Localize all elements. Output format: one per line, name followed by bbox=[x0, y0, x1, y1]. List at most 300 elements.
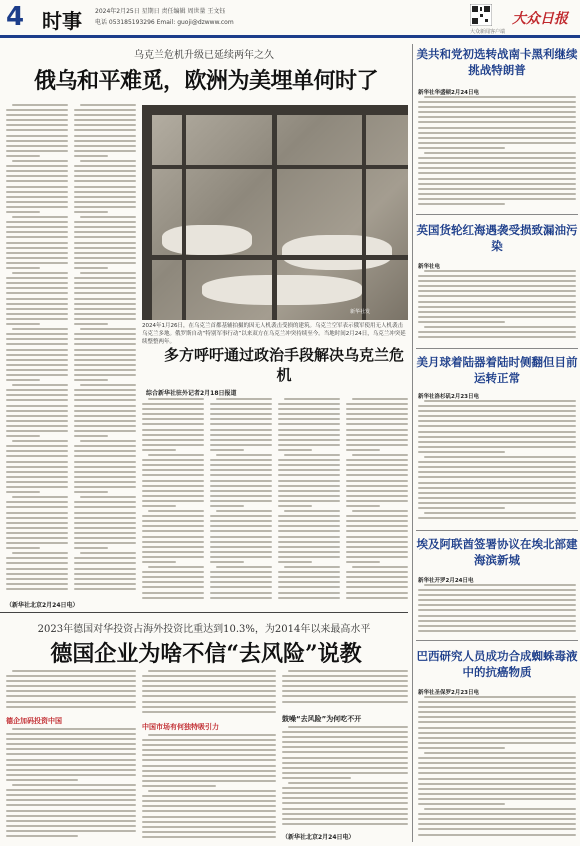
body-text-line bbox=[6, 252, 68, 254]
body-text-line bbox=[288, 726, 408, 728]
body-text-line bbox=[418, 721, 576, 723]
body-text-line bbox=[210, 571, 272, 573]
body-text-line bbox=[418, 137, 576, 139]
photo-caption: 2024年1月26日，在乌克兰首都基辅拍摄的因无人机袭击受损的建筑。乌克兰空军表示俄军使用无人机袭击乌克兰多地。俄罗斯自动“特别军事行动”以来双方在乌克兰冲突持续至今。当地时间2月24日，乌克兰冲突延续整整两年。 bbox=[142, 323, 406, 345]
body-text-line bbox=[6, 779, 78, 781]
body-text-line bbox=[210, 434, 272, 436]
body-text-line bbox=[142, 592, 204, 594]
body-text-line bbox=[418, 803, 505, 805]
body-text-line bbox=[210, 418, 272, 420]
body-text-line bbox=[142, 810, 276, 812]
page-number: 4 bbox=[6, 2, 25, 32]
body-text-line bbox=[6, 277, 68, 279]
body-text-line bbox=[6, 389, 68, 391]
body-text-line bbox=[6, 804, 136, 806]
body-text-line bbox=[282, 823, 408, 825]
sidebar-body-4 bbox=[418, 584, 576, 638]
body-text-line bbox=[142, 785, 216, 787]
body-text-line bbox=[346, 536, 408, 538]
main-body-col5 bbox=[278, 398, 340, 606]
body-text-line bbox=[278, 556, 340, 558]
body-text-line bbox=[216, 566, 272, 568]
body-text-line bbox=[74, 394, 136, 396]
body-text-line bbox=[418, 517, 576, 519]
second-subhead-a: 德企加码投资中国 bbox=[6, 717, 62, 725]
body-text-line bbox=[6, 789, 136, 791]
main-body-col6 bbox=[346, 398, 408, 606]
body-text-line bbox=[282, 675, 408, 677]
body-text-line bbox=[418, 793, 576, 795]
body-text-line bbox=[74, 471, 136, 473]
body-text-line bbox=[6, 435, 40, 437]
sidebar-headline-2: 英国货轮红海遇袭受损致漏油污染 bbox=[416, 223, 578, 253]
sidebar-byline-4: 新华社开罗2月24日电 bbox=[418, 578, 474, 584]
body-text-line bbox=[346, 474, 408, 476]
body-text-line bbox=[74, 298, 136, 300]
body-text-line bbox=[74, 150, 136, 152]
body-text-line bbox=[12, 272, 68, 274]
sidebar-body-1 bbox=[418, 96, 576, 212]
body-text-line bbox=[142, 680, 276, 682]
body-text-line bbox=[74, 318, 136, 320]
body-text-line bbox=[6, 343, 68, 345]
main-body-col3 bbox=[142, 398, 204, 606]
body-text-line bbox=[346, 530, 408, 532]
body-text-line bbox=[74, 226, 136, 228]
body-text-line bbox=[6, 323, 40, 325]
page-header bbox=[0, 0, 580, 38]
second-kicker: 2023年德国对华投资占海外投资比重达到10.3%，为2014年以来最高水平 bbox=[37, 624, 371, 635]
body-text-line bbox=[418, 747, 505, 749]
body-text-line bbox=[6, 743, 136, 745]
body-text-line bbox=[288, 670, 408, 672]
body-text-line bbox=[74, 466, 136, 468]
body-text-line bbox=[74, 573, 136, 575]
body-text-line bbox=[142, 571, 204, 573]
body-text-line bbox=[6, 764, 136, 766]
body-text-line bbox=[418, 620, 576, 622]
main-body-col1 bbox=[6, 104, 68, 596]
body-text-line bbox=[142, 505, 176, 507]
body-text-line bbox=[74, 420, 136, 422]
body-text-line bbox=[418, 476, 576, 478]
story-divider bbox=[0, 612, 408, 613]
body-text-line bbox=[210, 413, 272, 415]
body-text-line bbox=[6, 759, 136, 761]
body-text-line bbox=[74, 568, 136, 570]
body-text-line bbox=[80, 440, 136, 442]
body-text-line bbox=[142, 429, 204, 431]
body-text-line bbox=[74, 547, 108, 549]
body-text-line bbox=[6, 303, 68, 305]
body-text-line bbox=[6, 292, 68, 294]
body-text-line bbox=[142, 485, 204, 487]
body-text-line bbox=[282, 695, 408, 697]
body-text-line bbox=[6, 257, 68, 259]
body-text-line bbox=[142, 536, 204, 538]
body-text-line bbox=[278, 520, 340, 522]
body-text-line bbox=[278, 541, 340, 543]
body-text-line bbox=[142, 701, 276, 703]
body-text-line bbox=[6, 695, 136, 697]
body-text-line bbox=[346, 495, 408, 497]
body-text-line bbox=[142, 795, 276, 797]
body-text-line bbox=[74, 578, 136, 580]
body-text-line bbox=[418, 492, 576, 494]
body-text-line bbox=[278, 561, 312, 563]
body-text-line bbox=[142, 525, 204, 527]
body-text-line bbox=[6, 236, 68, 238]
body-text-line bbox=[6, 425, 68, 427]
body-text-line bbox=[6, 206, 68, 208]
body-text-line bbox=[210, 581, 272, 583]
body-text-line bbox=[346, 464, 408, 466]
body-text-line bbox=[278, 490, 340, 492]
body-text-line bbox=[346, 403, 408, 405]
body-text-line bbox=[418, 783, 576, 785]
body-text-line bbox=[418, 813, 576, 815]
body-text-line bbox=[6, 486, 68, 488]
body-text-line bbox=[6, 461, 68, 463]
body-text-line bbox=[6, 573, 68, 575]
body-text-line bbox=[282, 777, 351, 779]
body-text-line bbox=[278, 495, 340, 497]
main-headline: 俄乌和平难觅，欧洲为美埋单何时了 bbox=[33, 68, 378, 94]
body-text-line bbox=[216, 454, 272, 456]
body-text-line bbox=[6, 680, 136, 682]
body-text-line bbox=[74, 242, 136, 244]
body-text-line bbox=[74, 165, 136, 167]
body-text-line bbox=[6, 415, 68, 417]
qr-code[interactable] bbox=[470, 4, 510, 35]
body-text-line bbox=[74, 343, 136, 345]
body-text-line bbox=[282, 690, 408, 692]
body-text-line bbox=[424, 696, 576, 698]
body-text-line bbox=[278, 592, 340, 594]
body-text-line bbox=[288, 782, 408, 784]
body-text-line bbox=[142, 800, 276, 802]
body-text-line bbox=[74, 267, 108, 269]
body-text-line bbox=[6, 738, 136, 740]
body-text-line bbox=[6, 318, 68, 320]
body-text-line bbox=[278, 546, 340, 548]
body-text-line bbox=[142, 831, 276, 833]
body-text-line bbox=[346, 551, 408, 553]
body-text-line bbox=[74, 333, 136, 335]
main-kicker: 乌克兰危机升级已延续两年之久 bbox=[134, 50, 274, 61]
body-text-line bbox=[346, 556, 408, 558]
body-text-line bbox=[346, 459, 408, 461]
body-text-line bbox=[346, 469, 408, 471]
body-text-line bbox=[74, 129, 136, 131]
body-text-line bbox=[418, 420, 576, 422]
body-text-line bbox=[74, 236, 136, 238]
body-text-line bbox=[352, 454, 408, 456]
body-text-line bbox=[142, 520, 204, 522]
body-text-line bbox=[346, 449, 380, 451]
body-text-line bbox=[284, 566, 340, 568]
body-text-line bbox=[210, 459, 272, 461]
body-text-line bbox=[6, 476, 68, 478]
body-text-line bbox=[74, 119, 136, 121]
body-text-line bbox=[6, 588, 68, 590]
main-body-col2 bbox=[74, 104, 136, 596]
sidebar-headline-4: 埃及阿联酋签署协议在埃北部建海滨新城 bbox=[416, 537, 578, 567]
body-text-line bbox=[142, 759, 276, 761]
body-text-line bbox=[142, 826, 276, 828]
body-text-line bbox=[6, 471, 68, 473]
qr-label: 大众新闻客户端 bbox=[470, 29, 506, 35]
body-text-line bbox=[6, 547, 40, 549]
body-text-line bbox=[346, 546, 408, 548]
body-text-line bbox=[148, 790, 276, 792]
body-text-line bbox=[6, 466, 68, 468]
body-text-line bbox=[418, 147, 505, 149]
body-text-line bbox=[346, 505, 380, 507]
body-text-line bbox=[278, 530, 340, 532]
body-text-line bbox=[74, 517, 136, 519]
body-text-line bbox=[282, 787, 408, 789]
body-text-line bbox=[418, 711, 576, 713]
body-text-line bbox=[282, 762, 408, 764]
body-text-line bbox=[210, 576, 272, 578]
body-text-line bbox=[74, 379, 108, 381]
body-text-line bbox=[282, 818, 408, 820]
body-text-line bbox=[12, 784, 136, 786]
body-text-line bbox=[6, 690, 136, 692]
body-text-line bbox=[74, 262, 136, 264]
body-text-line bbox=[74, 124, 136, 126]
body-text-line bbox=[418, 311, 576, 313]
body-text-line bbox=[12, 384, 68, 386]
body-text-line bbox=[6, 794, 136, 796]
body-text-line bbox=[74, 201, 136, 203]
body-text-line bbox=[142, 515, 204, 517]
body-text-line bbox=[148, 734, 276, 736]
body-text-line bbox=[346, 444, 408, 446]
body-text-line bbox=[74, 486, 136, 488]
body-text-line bbox=[210, 546, 272, 548]
body-text-line bbox=[6, 537, 68, 539]
body-text-line bbox=[74, 114, 136, 116]
body-text-line bbox=[210, 505, 244, 507]
body-text-line bbox=[142, 739, 276, 741]
body-text-line bbox=[142, 551, 204, 553]
body-text-line bbox=[80, 272, 136, 274]
body-text-line bbox=[418, 425, 576, 427]
sidebar-body-3 bbox=[418, 400, 576, 526]
body-text-line bbox=[278, 551, 340, 553]
body-text-line bbox=[142, 474, 204, 476]
body-text-line bbox=[346, 480, 408, 482]
body-text-line bbox=[424, 326, 576, 328]
body-text-line bbox=[74, 410, 136, 412]
body-text-line bbox=[6, 354, 68, 356]
body-text-line bbox=[210, 500, 272, 502]
body-text-line bbox=[6, 150, 68, 152]
body-text-line bbox=[210, 444, 272, 446]
body-text-line bbox=[6, 379, 40, 381]
body-text-line bbox=[418, 487, 576, 489]
body-text-line bbox=[6, 170, 68, 172]
body-text-line bbox=[418, 436, 576, 438]
body-text-line bbox=[418, 772, 576, 774]
body-text-line bbox=[74, 206, 136, 208]
body-text-line bbox=[142, 561, 176, 563]
body-text-line bbox=[74, 512, 136, 514]
body-text-line bbox=[418, 609, 576, 611]
body-text-line bbox=[278, 429, 340, 431]
body-text-line bbox=[424, 270, 576, 272]
body-text-line bbox=[74, 292, 136, 294]
body-text-line bbox=[6, 815, 136, 817]
body-text-line bbox=[6, 675, 136, 677]
body-text-line bbox=[418, 471, 576, 473]
body-text-line bbox=[142, 469, 204, 471]
body-text-line bbox=[142, 581, 204, 583]
body-text-line bbox=[74, 221, 136, 223]
body-text-line bbox=[6, 527, 68, 529]
body-text-line bbox=[6, 481, 68, 483]
body-text-line bbox=[6, 753, 136, 755]
body-text-line bbox=[74, 445, 136, 447]
body-text-line bbox=[142, 576, 204, 578]
body-text-line bbox=[6, 129, 68, 131]
body-text-line bbox=[418, 589, 576, 591]
body-text-line bbox=[418, 321, 505, 323]
body-text-line bbox=[278, 469, 340, 471]
body-text-line bbox=[148, 566, 204, 568]
second-body-col2 bbox=[142, 670, 276, 718]
body-text-line bbox=[418, 625, 576, 627]
body-text-line bbox=[418, 818, 576, 820]
body-text-line bbox=[6, 410, 68, 412]
body-text-line bbox=[418, 466, 576, 468]
body-text-line bbox=[278, 459, 340, 461]
body-text-line bbox=[6, 267, 40, 269]
body-text-line bbox=[278, 576, 340, 578]
body-text-line bbox=[282, 685, 408, 687]
body-text-line bbox=[74, 522, 136, 524]
body-text-line bbox=[210, 485, 272, 487]
body-text-line bbox=[12, 440, 68, 442]
body-text-line bbox=[346, 490, 408, 492]
body-text-line bbox=[6, 369, 68, 371]
body-text-line bbox=[142, 711, 276, 713]
body-text-line bbox=[80, 160, 136, 162]
body-text-line bbox=[346, 597, 408, 599]
body-text-line bbox=[6, 338, 68, 340]
body-text-line bbox=[12, 496, 68, 498]
body-text-line bbox=[142, 780, 276, 782]
body-text-line bbox=[282, 772, 408, 774]
body-text-line bbox=[418, 834, 576, 836]
body-text-line bbox=[346, 525, 408, 527]
body-text-line bbox=[6, 282, 68, 284]
body-text-line bbox=[12, 328, 68, 330]
sidebar-divider bbox=[416, 530, 578, 531]
body-text-line bbox=[74, 435, 108, 437]
body-text-line bbox=[210, 480, 272, 482]
body-text-line bbox=[424, 512, 576, 514]
body-text-line bbox=[346, 485, 408, 487]
second-subhead-b: 中国市场有何独特吸引力 bbox=[142, 723, 219, 731]
body-text-line bbox=[142, 439, 204, 441]
body-text-line bbox=[74, 231, 136, 233]
body-text-line bbox=[210, 597, 272, 599]
body-text-line bbox=[12, 728, 136, 730]
body-text-line bbox=[142, 500, 204, 502]
body-text-line bbox=[80, 384, 136, 386]
body-text-line bbox=[346, 413, 408, 415]
body-text-line bbox=[424, 808, 576, 810]
body-text-line bbox=[6, 506, 68, 508]
body-text-line bbox=[74, 425, 136, 427]
body-text-line bbox=[282, 731, 408, 733]
body-text-line bbox=[74, 140, 136, 142]
body-text-line bbox=[74, 562, 136, 564]
second-body-col1 bbox=[6, 670, 136, 714]
body-text-line bbox=[142, 770, 276, 772]
body-text-line bbox=[418, 446, 576, 448]
body-text-line bbox=[278, 403, 340, 405]
second-body-col3 bbox=[282, 670, 408, 710]
body-text-line bbox=[210, 536, 272, 538]
section-title: 时事 bbox=[42, 9, 82, 33]
body-text-line bbox=[418, 823, 576, 825]
body-text-line bbox=[418, 275, 576, 277]
body-text-line bbox=[418, 767, 576, 769]
body-text-line bbox=[142, 403, 204, 405]
body-text-line bbox=[210, 464, 272, 466]
body-text-line bbox=[74, 588, 136, 590]
body-text-line bbox=[6, 201, 68, 203]
body-text-line bbox=[6, 186, 68, 188]
body-text-line bbox=[6, 557, 68, 559]
body-text-line bbox=[346, 434, 408, 436]
body-text-line bbox=[142, 546, 204, 548]
body-text-line bbox=[284, 454, 340, 456]
body-text-line bbox=[142, 459, 204, 461]
body-text-line bbox=[142, 490, 204, 492]
body-text-line bbox=[282, 751, 408, 753]
body-text-line bbox=[6, 733, 136, 735]
body-text-line bbox=[418, 798, 576, 800]
body-text-line bbox=[6, 231, 68, 233]
body-text-line bbox=[418, 172, 576, 174]
body-text-line bbox=[418, 301, 576, 303]
body-text-line bbox=[142, 816, 276, 818]
body-text-line bbox=[210, 474, 272, 476]
body-text-line bbox=[346, 561, 380, 563]
body-text-line bbox=[346, 571, 408, 573]
body-text-line bbox=[418, 157, 576, 159]
body-text-line bbox=[74, 369, 136, 371]
body-text-line bbox=[6, 445, 68, 447]
body-text-line bbox=[6, 405, 68, 407]
body-text-line bbox=[74, 537, 136, 539]
sidebar-divider bbox=[416, 214, 578, 215]
body-text-line bbox=[6, 522, 68, 524]
date-line: 2024年2月25日 星期日 责任编辑 周世量 王文钰 bbox=[95, 8, 226, 15]
body-text-line bbox=[74, 247, 136, 249]
body-text-line bbox=[74, 399, 136, 401]
body-text-line bbox=[278, 525, 340, 527]
sidebar-divider bbox=[416, 348, 578, 349]
body-text-line bbox=[282, 746, 408, 748]
body-text-line bbox=[142, 706, 276, 708]
body-text-line bbox=[6, 706, 136, 708]
